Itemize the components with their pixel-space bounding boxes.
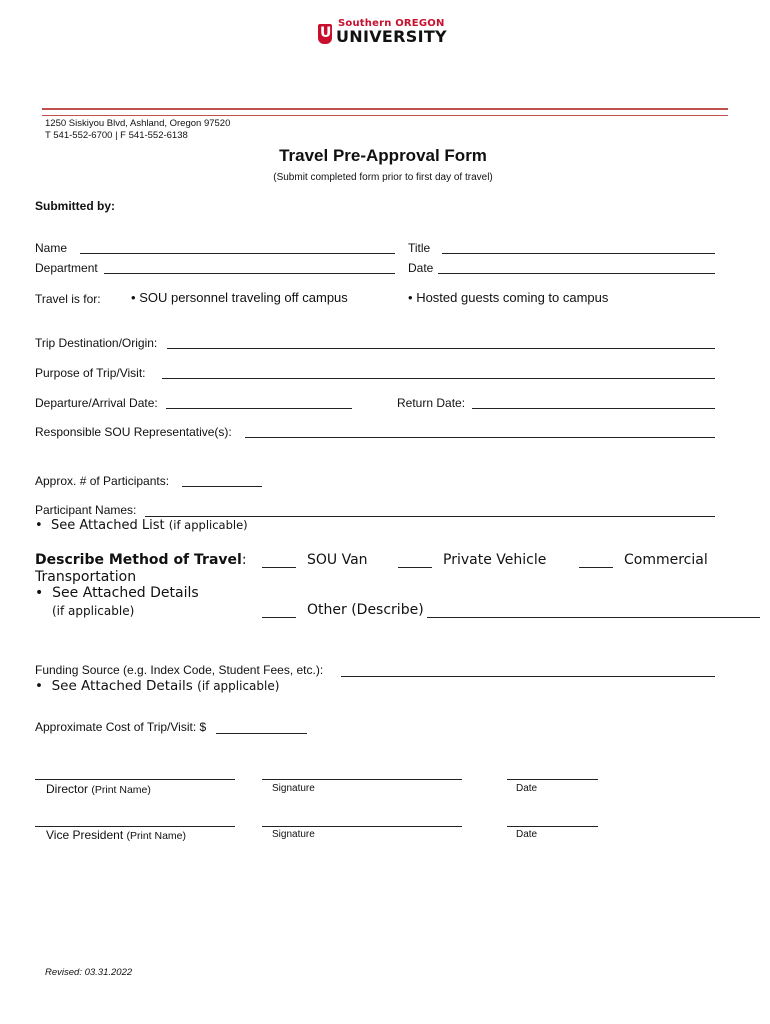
vp-signature-input[interactable]	[262, 810, 462, 827]
transportation-label: Transportation	[35, 569, 137, 585]
purpose-input[interactable]	[162, 362, 715, 379]
return-label: Return Date:	[397, 396, 466, 410]
director-label	[46, 782, 151, 796]
trip-destination-input[interactable]	[167, 332, 715, 349]
page-title: Travel Pre-Approval Form	[279, 146, 487, 165]
logo-university: UNIVERSITY	[336, 27, 447, 46]
travel-option-personnel-label: SOU personnel traveling off campus	[139, 290, 348, 305]
method-see-attached-details-label: See Attached Details	[52, 585, 199, 601]
date-input[interactable]	[438, 257, 715, 274]
representative-input[interactable]	[245, 421, 715, 438]
participant-names-input[interactable]	[145, 500, 715, 517]
method-see-attached-details	[35, 585, 199, 601]
bullet-icon	[35, 678, 43, 694]
header-rule	[42, 108, 728, 116]
funding-see-attached-details	[35, 678, 279, 694]
cost-label: Approximate Cost of Trip/Visit: $	[35, 720, 207, 734]
vp-label	[46, 828, 186, 842]
director-print-name: (Print Name)	[91, 784, 151, 796]
page-subtitle: (Submit completed form prior to first day of travel)	[273, 172, 493, 183]
bullet-icon	[131, 290, 136, 305]
participants-count-label: Approx. # of Participants:	[35, 474, 170, 488]
logo-top-line: Southern OREGON	[338, 18, 445, 29]
director-date-label: Date	[516, 783, 538, 794]
cost-input[interactable]	[216, 717, 307, 734]
director-date-input[interactable]	[507, 763, 598, 780]
title-label: Title	[408, 241, 431, 255]
private-vehicle-blank[interactable]	[398, 553, 432, 568]
method-of-travel-label: Describe Method of Travel	[35, 552, 242, 568]
address-phone: T 541-552-6700 | F 541-552-6138	[45, 130, 188, 141]
see-attached-list-item	[35, 518, 248, 533]
departure-label: Departure/Arrival Date:	[35, 396, 158, 410]
see-attached-list-label: See Attached List	[50, 518, 165, 533]
departure-input[interactable]	[166, 392, 352, 409]
department-label: Department	[35, 261, 98, 275]
commercial-blank[interactable]	[579, 553, 613, 568]
funding-label: Funding Source (e.g. Index Code, Student Fees, etc.):	[35, 663, 324, 677]
other-describe-input[interactable]	[427, 601, 760, 618]
bullet-icon	[408, 290, 413, 305]
method-of-travel-heading	[35, 552, 247, 568]
commercial-label: Commercial	[624, 552, 708, 568]
sou-van-blank[interactable]	[262, 553, 296, 568]
date-label: Date	[408, 261, 434, 275]
vp-date-input[interactable]	[507, 810, 598, 827]
director-name-input[interactable]	[35, 763, 235, 780]
vp-print-name: (Print Name)	[126, 830, 187, 842]
address-street: 1250 Siskiyou Blvd, Ashland, Oregon 97520	[45, 118, 231, 129]
title-input[interactable]	[442, 237, 715, 254]
vp-title: Vice President	[46, 828, 124, 842]
return-input[interactable]	[472, 392, 715, 409]
sou-van-label: SOU Van	[307, 552, 368, 568]
director-signature-input[interactable]	[262, 763, 462, 780]
name-input[interactable]	[80, 237, 395, 254]
funding-if-applicable: (if applicable)	[197, 679, 280, 693]
participant-names-label: Participant Names:	[35, 503, 137, 517]
participants-count-input[interactable]	[182, 470, 262, 487]
logo-shield-icon	[318, 24, 332, 44]
other-blank[interactable]	[262, 603, 296, 618]
bullet-icon	[35, 585, 43, 601]
vp-date-label: Date	[516, 829, 538, 840]
purpose-label: Purpose of Trip/Visit:	[35, 366, 146, 380]
travel-for-label: Travel is for:	[35, 292, 101, 306]
submitted-by-heading: Submitted by:	[35, 199, 115, 213]
director-title: Director	[46, 782, 89, 796]
name-label: Name	[35, 241, 68, 255]
travel-option-guests[interactable]	[408, 290, 608, 305]
funding-see-attached-details-label: See Attached Details	[51, 678, 193, 694]
method-of-travel-colon: :	[241, 552, 247, 568]
trip-destination-label: Trip Destination/Origin:	[35, 336, 158, 350]
revised-note: Revised: 03.31.2022	[45, 967, 133, 978]
department-input[interactable]	[104, 257, 395, 274]
method-if-applicable: (if applicable)	[52, 604, 135, 618]
if-applicable-note: (if applicable)	[168, 518, 248, 532]
other-label: Other (Describe)	[307, 602, 424, 618]
director-signature-label: Signature	[272, 783, 315, 794]
travel-option-personnel[interactable]	[131, 290, 348, 305]
bullet-icon	[35, 518, 43, 533]
private-vehicle-label: Private Vehicle	[443, 552, 547, 568]
travel-option-guests-label: Hosted guests coming to campus	[416, 290, 609, 305]
funding-input[interactable]	[341, 660, 715, 677]
vp-name-input[interactable]	[35, 810, 235, 827]
representative-label: Responsible SOU Representative(s):	[35, 425, 232, 439]
vp-signature-label: Signature	[272, 829, 315, 840]
